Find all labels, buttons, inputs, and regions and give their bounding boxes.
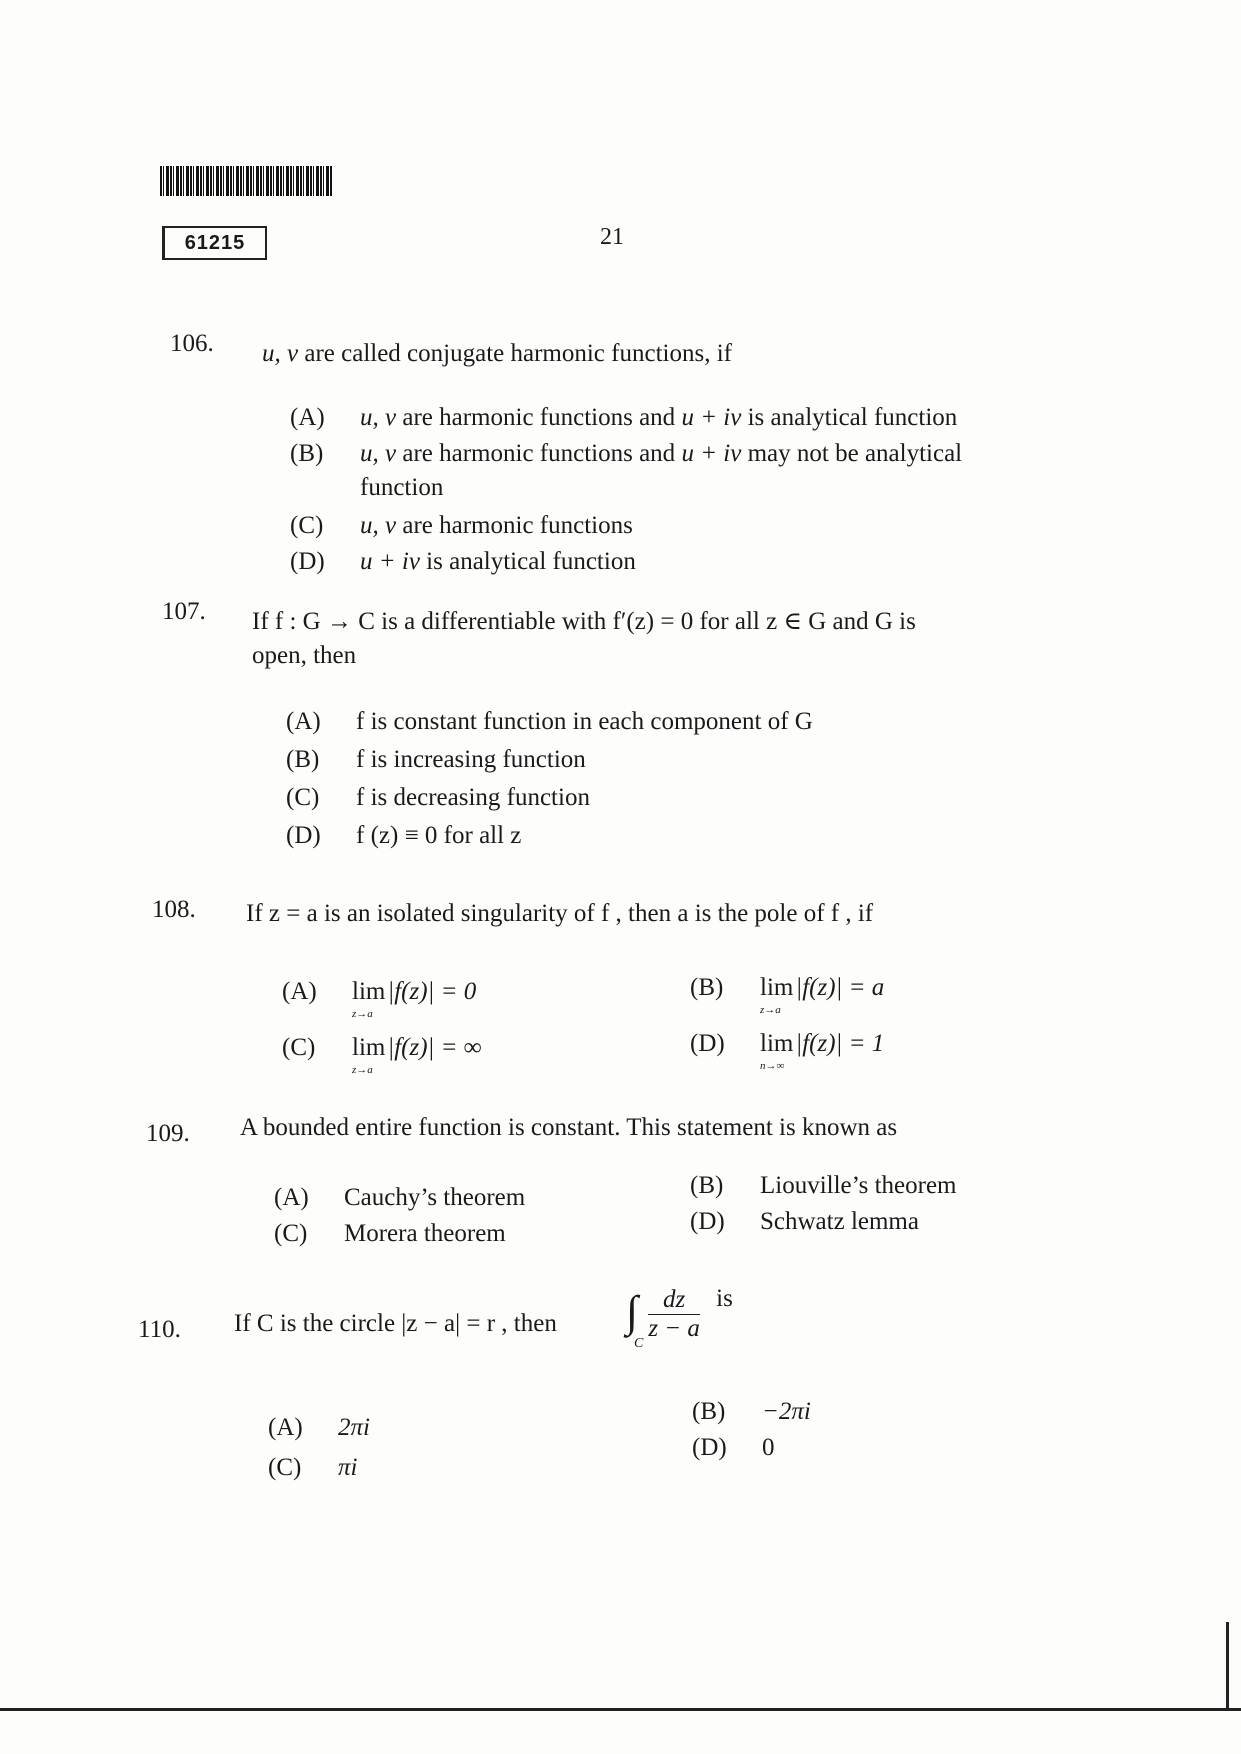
question-106-stem [262, 336, 732, 372]
question-107-stem-line1: If f : G → C is a differentiable with f′(z) = 0 for all z ∈ G and G is [252, 608, 916, 635]
question-107-stem-line2: open, then [252, 642, 357, 669]
integral-contour: C [634, 1336, 644, 1351]
limit-operator: lim z→a [760, 972, 793, 1004]
option-label: (D) [690, 1030, 725, 1057]
limit-subscript: z→a [352, 1008, 373, 1020]
option-text: Liouville’s theorem [760, 1172, 957, 1199]
fraction-numerator: dz [648, 1286, 700, 1315]
option-106-a [290, 402, 957, 434]
option-label: (B) [690, 974, 724, 1001]
option-text2: may not be analytical [747, 440, 963, 467]
option-text: are harmonic functions and [402, 404, 676, 431]
option-label: (C) [286, 784, 320, 811]
option-110-a [268, 1412, 370, 1444]
option-math2: u + iv [681, 404, 742, 431]
option-label: (C) [290, 512, 324, 539]
option-label: (A) [274, 1184, 309, 1211]
option-text: πi [338, 1454, 358, 1481]
limit-operator: lim z→a [352, 976, 385, 1008]
option-math2: u + iv [681, 440, 742, 467]
stem-math: u, v [262, 340, 299, 367]
option-expression: |f(z)| = a [795, 974, 885, 1001]
option-text: 2πi [338, 1414, 370, 1441]
option-text: f is constant function in each component of G [356, 708, 813, 735]
question-number-110: 110. [138, 1316, 181, 1343]
option-110-b [692, 1396, 811, 1428]
integral-expression [626, 1280, 733, 1351]
question-108-stem: If z = a is an isolated singularity of f , then a is the pole of f , if [246, 900, 874, 927]
page-bottom-border [0, 1708, 1241, 1711]
option-label: (B) [690, 1172, 724, 1199]
option-106-c [290, 510, 633, 542]
option-110-c [268, 1452, 357, 1484]
option-109-d [690, 1206, 919, 1238]
option-107-d [286, 820, 521, 852]
option-109-b [690, 1170, 956, 1202]
option-108-b [690, 972, 885, 1016]
limit-subscript: n→∞ [760, 1060, 785, 1072]
stem-text: are called conjugate harmonic functions, if [304, 340, 732, 367]
option-label: (B) [286, 746, 320, 773]
option-text: f is increasing function [356, 746, 586, 773]
option-label: (D) [690, 1208, 725, 1235]
option-expression: |f(z)| = 1 [795, 1030, 885, 1057]
option-110-d [692, 1432, 775, 1464]
option-expression: |f(z)| = 0 [387, 978, 477, 1005]
option-107-b [286, 744, 586, 776]
paper-code: 61215 [162, 226, 267, 260]
option-text: is analytical function [426, 548, 636, 575]
option-label: (A) [286, 708, 321, 735]
option-106-b [290, 438, 962, 470]
option-text: are harmonic functions [402, 512, 633, 539]
option-label: (A) [268, 1414, 303, 1441]
question-number-106: 106. [170, 330, 214, 357]
option-label: (D) [286, 822, 321, 849]
option-text: Cauchy’s theorem [344, 1184, 526, 1211]
page-corner-border [1226, 1622, 1229, 1710]
option-label: (A) [282, 978, 317, 1005]
option-math: u, v [360, 404, 397, 431]
question-110-stem: If C is the circle |z − a| = r , then [234, 1310, 557, 1337]
option-label: (A) [290, 404, 325, 431]
option-math: u + iv [360, 548, 420, 575]
option-math: u, v [360, 440, 397, 467]
question-109-stem: A bounded entire function is constant. This statement is known as [240, 1114, 898, 1141]
option-label: (C) [282, 1034, 316, 1061]
option-text: −2πi [762, 1398, 811, 1425]
option-108-d [690, 1028, 885, 1072]
limit-subscript: z→a [760, 1004, 781, 1016]
option-label: (D) [692, 1434, 727, 1461]
option-106-d [290, 546, 636, 578]
limit-subscript: z→a [352, 1064, 373, 1076]
option-109-a [274, 1182, 525, 1214]
question-number-109: 109. [146, 1120, 190, 1147]
page-number: 21 [600, 224, 624, 250]
option-expression: |f(z)| = ∞ [387, 1034, 482, 1061]
limit-operator: lim n→∞ [760, 1028, 793, 1060]
option-label: (B) [692, 1398, 726, 1425]
option-text: Morera theorem [344, 1220, 506, 1247]
option-text: f (z) ≡ 0 for all z [356, 822, 522, 849]
option-math: u, v [360, 512, 397, 539]
fraction-denominator: z − a [648, 1314, 700, 1342]
option-label: (C) [268, 1454, 302, 1481]
question-number-108: 108. [152, 896, 196, 923]
option-108-a [282, 976, 477, 1020]
limit-operator: lim z→a [352, 1032, 385, 1064]
integrand-fraction [648, 1286, 700, 1343]
option-label: (C) [274, 1220, 308, 1247]
option-label: (B) [290, 440, 324, 467]
stem-suffix: is [716, 1285, 733, 1312]
option-108-c [282, 1032, 482, 1076]
option-107-a [286, 706, 813, 738]
option-text: 0 [762, 1434, 775, 1461]
option-text: are harmonic functions and [402, 440, 676, 467]
option-text: Schwatz lemma [760, 1208, 919, 1235]
option-label: (D) [290, 548, 325, 575]
option-text: f is decreasing function [356, 784, 590, 811]
question-number-107: 107. [162, 598, 206, 625]
option-text2: is analytical function [747, 404, 958, 431]
barcode [160, 166, 332, 196]
option-109-c [274, 1218, 506, 1250]
option-106-b-continuation: function [360, 474, 444, 501]
option-107-c [286, 782, 590, 814]
integral-sign: ∫ [626, 1287, 639, 1336]
